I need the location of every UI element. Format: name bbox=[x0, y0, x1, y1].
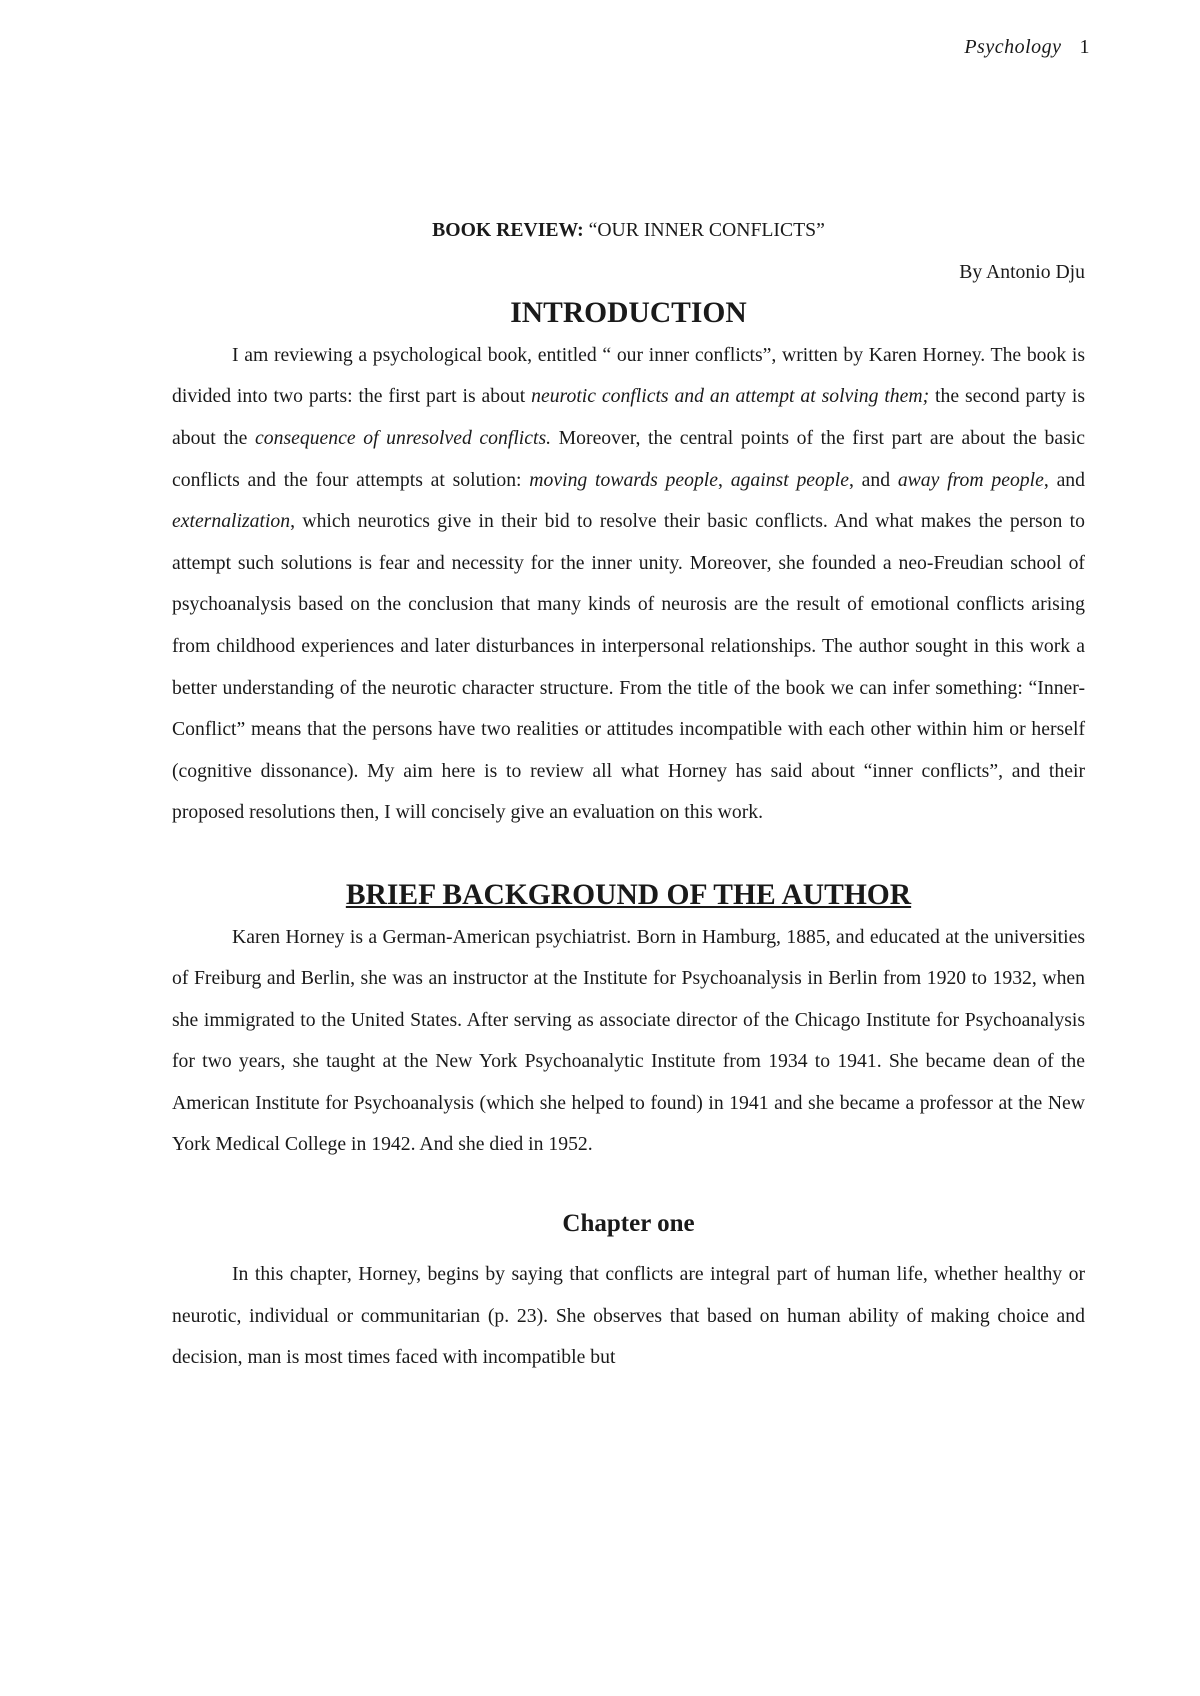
title-bold-part: BOOK REVIEW: bbox=[432, 219, 584, 241]
page-number: 1 bbox=[1079, 36, 1090, 58]
title-rest: “OUR INNER CONFLICTS” bbox=[583, 219, 825, 241]
intro-text-7: , which neurotics give in their bid to resolve their basic conflicts. And what makes the person to attempt such solutions is fear and necessity for the inner unity. Moreover, she founded a neo-Freudian school of psychoanalysis based on the conclusion that many kinds of neurosis are the result of emotional conflicts arising from childhood experiences and later disturbances in interpersonal relationships. The author sought in this work a better understanding of the neurotic character structure. From the title of the book we can infer something: “Inner- Conflict” means that the persons have two realities or attitudes incompatible with each other within him or herself (cognitive dissonance). My aim here is to review all what Horney has said about “inner conflicts”, and their proposed resolutions then, I will concisely give an evaluation on this work. bbox=[172, 510, 1085, 824]
intro-text-2: the second party is about the bbox=[172, 385, 1085, 449]
running-head bbox=[964, 36, 1090, 59]
background-paragraph: Karen Horney is a German-American psychiatrist. Born in Hamburg, 1885, and educated at the universities of Freiburg and Berlin, she was an instructor at the Institute for Psychoanalysis in Berlin from 1920 to 1932, when she immigrated to the United States. After serving as associate director of the Chicago Institute for Psychoanalysis for two years, she taught at the New York Psychoanalytic Institute from 1934 to 1941. She became dean of the American Institute for Psychoanalysis (which she helped to found) in 1941 and she became a professor at the New York Medical College in 1942. And she died in 1952. bbox=[172, 925, 1085, 1156]
document-title bbox=[172, 210, 1085, 252]
intro-emphasis-6: externalization bbox=[172, 510, 291, 533]
intro-emphasis-2: consequence of unresolved conflicts. bbox=[255, 426, 552, 449]
intro-emphasis-5: away from people bbox=[897, 468, 1044, 491]
intro-text-6: , and bbox=[1043, 468, 1085, 491]
document-body bbox=[172, 210, 1085, 1379]
chapter-one-heading: Chapter one bbox=[562, 1210, 695, 1238]
intro-text-1: I am reviewing a psychological book, entitled “ our inner conflicts”, written by Karen Horney. The book is divided into two parts: the first part is about bbox=[172, 343, 1085, 408]
background-heading: BRIEF BACKGROUND OF THE AUTHOR bbox=[345, 878, 912, 911]
intro-emphasis-4: against people bbox=[730, 468, 849, 491]
byline: By Antonio Dju bbox=[959, 260, 1085, 283]
intro-emphasis-3: moving towards people bbox=[529, 468, 718, 491]
introduction-heading: INTRODUCTION bbox=[510, 297, 747, 330]
intro-text-4: , bbox=[718, 468, 731, 491]
chapter-one-paragraph: In this chapter, Horney, begins by saying that conflicts are integral part of human life, whether healthy or neurotic, individual or communitarian (p. 23). She observes that based on human ability of making choice and decision, man is most times faced with incompatible but bbox=[172, 1263, 1085, 1369]
running-title: Psychology bbox=[964, 36, 1062, 58]
intro-emphasis-1: neurotic conflicts and an attempt at solving them; bbox=[531, 385, 930, 408]
intro-text-5: , and bbox=[848, 468, 898, 491]
intro-text-3: Moreover, the central points of the first part are about the basic conflicts and the four attempts at solution: bbox=[172, 426, 1085, 491]
introduction-paragraph bbox=[172, 335, 1085, 834]
